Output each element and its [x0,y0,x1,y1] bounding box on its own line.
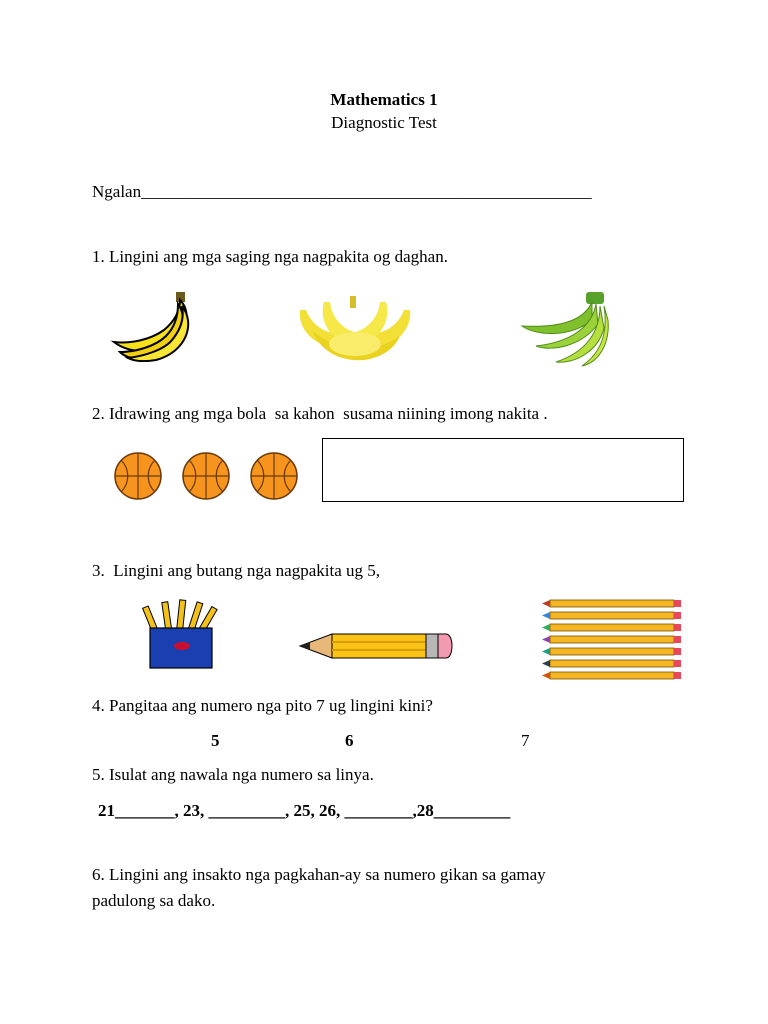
basketball-icon [248,451,300,501]
basketball-icon [112,451,164,501]
banana-green-bunch-image [512,290,612,368]
pencil-cup-image [138,596,218,670]
question-2-text: 2. Idrawing ang mga bola sa kahon susama niining imong nakita . [92,404,548,423]
question-1-text: 1. Lingini ang mga saging nga nagpakita og daghan. [92,247,448,266]
drawing-answer-box[interactable] [322,438,684,502]
option-number-6[interactable]: 6 [345,731,354,750]
name-field-line: Ngalan_____________________________________________________ [92,182,592,201]
question-6-text-line-1: 6. Lingini ang insakto nga pagkahan-ay sa numero gikan sa gamay [92,865,546,884]
question-3-text: 3. Lingini ang butang nga nagpakita ug 5, [92,561,380,580]
option-number-7[interactable]: 7 [521,731,530,750]
question-6-text-line-2: padulong sa dako. [92,891,216,910]
option-number-5[interactable]: 5 [211,731,220,750]
five-pencils-image [540,598,682,682]
banana-large-bunch-image [290,294,420,362]
worksheet-title: Mathematics 1 [330,90,438,109]
question-4-text: 4. Pangitaa ang numero nga pito 7 ug lingini kini? [92,696,433,715]
question-5-text: 5. Isulat ang nawala nga numero sa linya. [92,765,374,784]
worksheet-subtitle: Diagnostic Test [331,113,437,132]
banana-small-bunch-image [110,290,200,362]
single-pencil-image [298,628,456,664]
number-sequence: 21_______, 23, _________, 25, 26, ________,28_________ [98,801,511,820]
basketball-icon [180,451,232,501]
